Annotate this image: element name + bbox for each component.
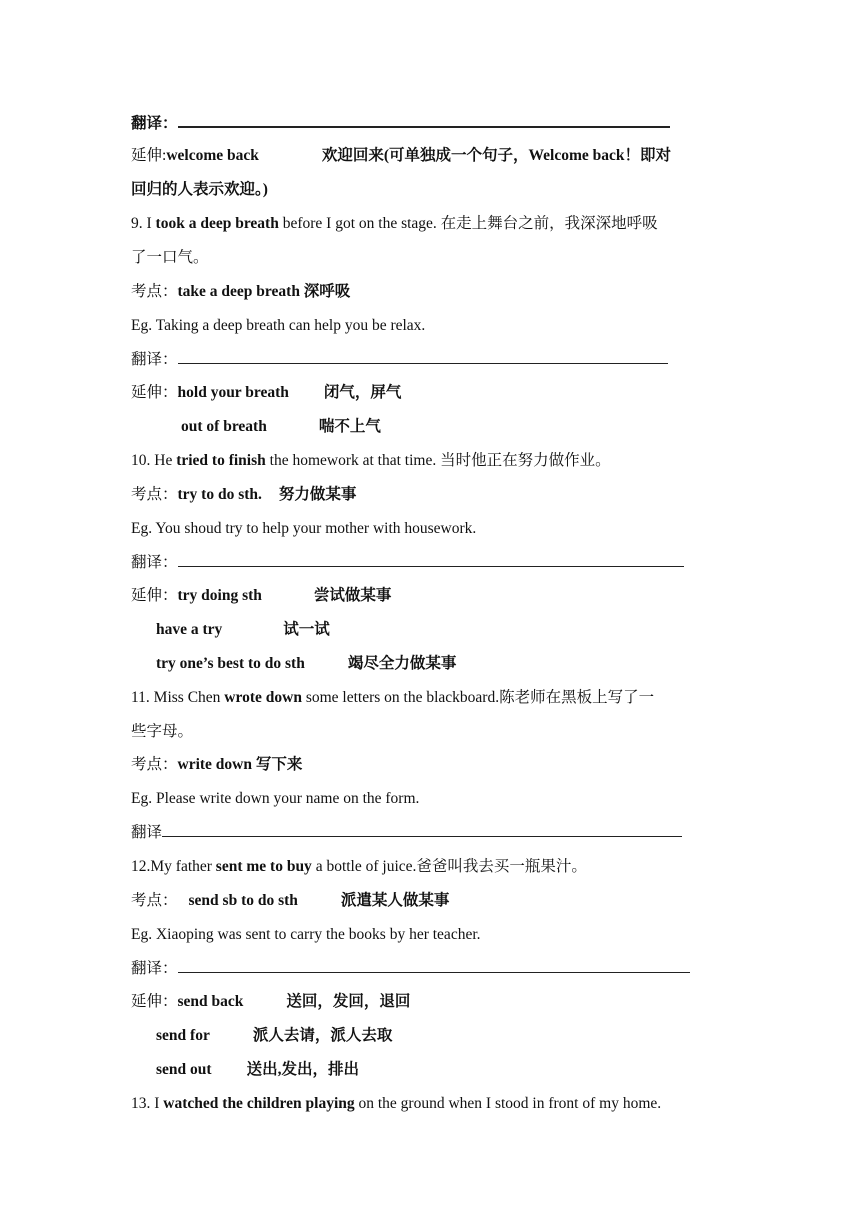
key-point-label: 考点：: [131, 486, 178, 503]
extension-label: 延伸：: [131, 993, 178, 1010]
translation-line: [131, 958, 690, 979]
text: 11. Miss Chen: [131, 689, 225, 706]
example-sentence: [131, 214, 658, 234]
answer-blank: [162, 822, 682, 837]
example-sentence: [131, 451, 611, 471]
text: 9. I: [131, 215, 156, 232]
text: the homework at that time. 当时他正在努力做作业。: [265, 452, 611, 469]
text: 13. I: [131, 1095, 164, 1112]
extension-line: [131, 992, 410, 1012]
translation-line: [131, 349, 668, 370]
phrase: try to do sth.: [177, 486, 262, 503]
text: a bottle of juice.爸爸叫我去买一瓶果汁。: [311, 858, 587, 875]
meaning: 派遣某人做某事: [340, 892, 450, 909]
phrase: out of breath: [181, 418, 267, 435]
translation-label: 翻译：: [131, 554, 178, 571]
answer-blank: [178, 349, 668, 364]
phrase: watched the children playing: [163, 1095, 355, 1112]
meaning: 闭气，屏气: [323, 384, 402, 401]
text: on the ground when I stood in front of my home.: [354, 1095, 662, 1112]
meaning: 派人去请，派人去取: [252, 1027, 393, 1044]
phrase: try one’s best to do sth: [156, 655, 305, 672]
extension-line: [181, 417, 381, 437]
phrase: write down 写下来: [177, 756, 303, 773]
phrase: have a try: [156, 621, 223, 638]
translation-line: [131, 822, 682, 843]
phrase: welcome back: [166, 147, 259, 164]
extension-line: [156, 620, 330, 640]
extension-line: [131, 383, 401, 403]
key-point-line: [131, 485, 356, 505]
extension-label: 延伸:: [131, 147, 167, 164]
translation-label: 翻译: [131, 824, 163, 841]
example-line: Eg. Taking a deep breath can help you be relax.: [131, 317, 426, 334]
key-point-label: 考点：: [131, 756, 178, 773]
text-line: 些字母。: [131, 723, 194, 740]
meaning: 尝试做某事: [313, 587, 392, 604]
extension-label: 延伸：: [131, 384, 178, 401]
translation-label: 翻译：: [131, 115, 178, 132]
text: 10. He: [131, 452, 177, 469]
key-point-line: [131, 282, 350, 302]
meaning: 送出,发出，排出: [246, 1061, 359, 1078]
answer-blank: [178, 958, 690, 973]
phrase: send sb to do sth: [188, 892, 298, 909]
example-sentence: [131, 857, 587, 877]
meaning: 欢迎回来(可单独成一个句子，Welcome back！即对: [321, 147, 672, 164]
meaning: 喘不上气: [318, 418, 381, 435]
key-point-line: [131, 755, 302, 775]
phrase: take a deep breath 深呼吸: [177, 283, 351, 300]
translation-line: [131, 552, 684, 573]
translation-label: 翻译：: [131, 351, 178, 368]
extension-line: [156, 1060, 359, 1080]
answer-blank: [178, 112, 670, 128]
phrase: wrote down: [224, 689, 302, 706]
phrase: took a deep breath: [155, 215, 279, 232]
text-line: 了一口气。: [131, 249, 209, 266]
extension-line: [131, 146, 671, 166]
answer-blank: [178, 552, 684, 567]
phrase: hold your breath: [177, 384, 289, 401]
meaning: 努力做某事: [278, 486, 357, 503]
key-point-label: 考点：: [131, 892, 178, 909]
meaning: 竭尽全力做某事: [347, 655, 457, 672]
key-point-line: [131, 891, 449, 911]
text: some letters on the blackboard.陈老师在黑板上写了一: [301, 689, 655, 706]
translation-line: [131, 112, 670, 134]
extension-line: [156, 654, 456, 674]
translation-label: 翻译：: [131, 960, 178, 977]
phrase: send out: [156, 1061, 212, 1078]
extension-line: [156, 1026, 392, 1046]
example-line: Eg. Xiaoping was sent to carry the books by her teacher.: [131, 926, 481, 943]
extension-line: [131, 586, 391, 606]
example-line: Eg. Please write down your name on the form.: [131, 790, 420, 807]
text: before I got on the stage. 在走上舞台之前，我深深地呼吸: [278, 215, 658, 232]
phrase: try doing sth: [177, 587, 262, 604]
key-point-label: 考点：: [131, 283, 178, 300]
text: 12.My father: [131, 858, 216, 875]
extension-label: 延伸：: [131, 587, 178, 604]
phrase: sent me to buy: [215, 858, 312, 875]
phrase: send back: [177, 993, 244, 1010]
phrase: send for: [156, 1027, 210, 1044]
example-line: Eg. You shoud try to help your mother with housework.: [131, 520, 477, 537]
phrase: tried to finish: [176, 452, 266, 469]
example-sentence: [131, 1094, 661, 1114]
example-sentence: [131, 688, 654, 708]
meaning: 试一试: [283, 621, 330, 638]
meaning: 送回，发回，退回: [286, 993, 411, 1010]
text-line: 回归的人表示欢迎。): [131, 181, 268, 198]
